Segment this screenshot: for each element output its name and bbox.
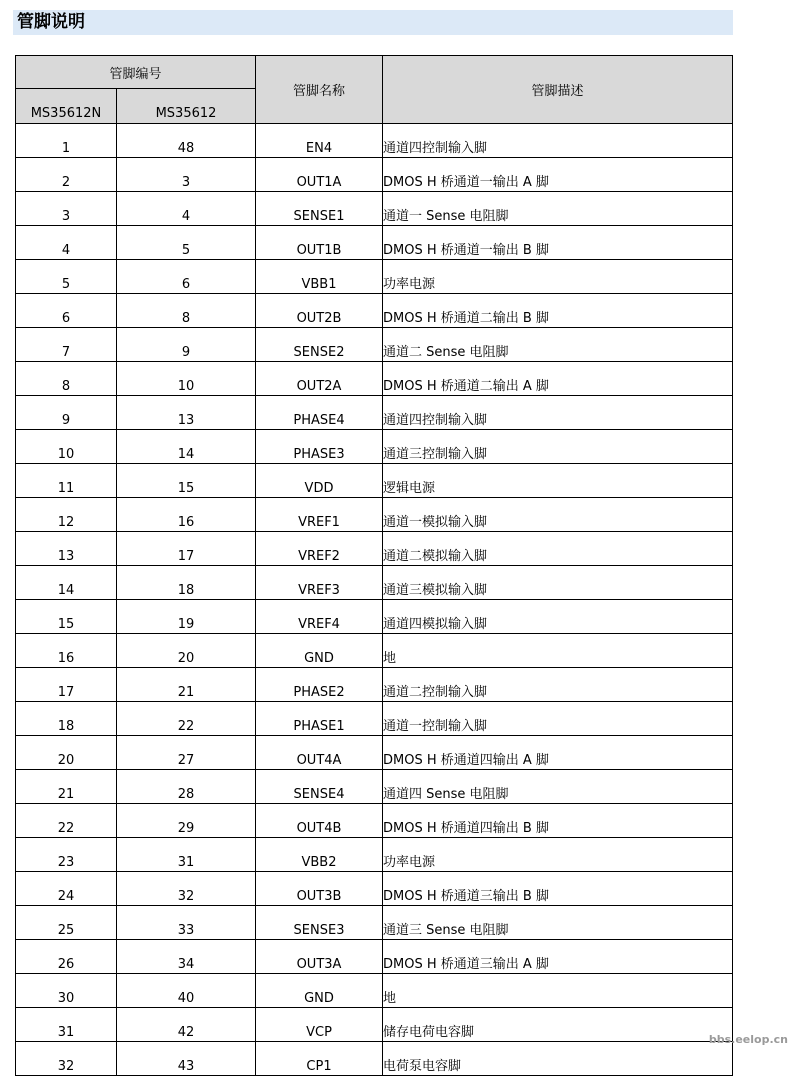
pin-name: OUT3B [256,872,383,906]
pin-description: DMOS H 桥通道二输出 A 脚 [383,362,733,396]
table-row [16,1042,733,1076]
table-row [16,362,733,396]
pin-description: 通道二模拟输入脚 [383,532,733,566]
pin-description: DMOS H 桥通道三输出 A 脚 [383,940,733,974]
table-row [16,872,733,906]
pin-number-ms35612: 32 [117,872,256,906]
pin-number-ms35612: 3 [117,158,256,192]
pin-name: OUT3A [256,940,383,974]
section-title: 管脚说明 [13,10,733,35]
pin-name: VCP [256,1008,383,1042]
pin-number-ms35612: 27 [117,736,256,770]
pin-description: 通道一控制输入脚 [383,702,733,736]
pin-name: OUT1B [256,226,383,260]
pin-description: DMOS H 桥通道三输出 B 脚 [383,872,733,906]
pin-number-ms35612: 42 [117,1008,256,1042]
header-pin-description: 管脚描述 [383,56,733,124]
table-row [16,770,733,804]
pin-description: 功率电源 [383,260,733,294]
pin-number-ms35612n: 12 [16,498,117,532]
pin-number-ms35612: 40 [117,974,256,1008]
pin-name: OUT2B [256,294,383,328]
table-row [16,702,733,736]
pin-name: VREF2 [256,532,383,566]
pin-number-ms35612n: 3 [16,192,117,226]
table-row [16,192,733,226]
pin-number-ms35612n: 30 [16,974,117,1008]
header-ms35612n: MS35612N [16,89,117,124]
pin-name: VREF3 [256,566,383,600]
pin-number-ms35612n: 32 [16,1042,117,1076]
pin-number-ms35612: 17 [117,532,256,566]
pin-description: DMOS H 桥通道一输出 A 脚 [383,158,733,192]
pin-description: 通道四控制输入脚 [383,124,733,158]
pin-number-ms35612n: 4 [16,226,117,260]
table-row [16,396,733,430]
table-row [16,430,733,464]
pin-table [15,55,733,1076]
pin-number-ms35612: 18 [117,566,256,600]
pin-description: 通道四 Sense 电阻脚 [383,770,733,804]
pin-number-ms35612n: 24 [16,872,117,906]
watermark: bbs.eelop.cn [708,1033,788,1046]
pin-number-ms35612: 10 [117,362,256,396]
pin-description: 地 [383,634,733,668]
pin-name: PHASE2 [256,668,383,702]
pin-name: CP1 [256,1042,383,1076]
pin-number-ms35612n: 15 [16,600,117,634]
pin-number-ms35612: 31 [117,838,256,872]
pin-name: SENSE4 [256,770,383,804]
pin-name: OUT2A [256,362,383,396]
table-row [16,158,733,192]
header-ms35612: MS35612 [117,89,256,124]
pin-number-ms35612n: 17 [16,668,117,702]
header-pin-name: 管脚名称 [256,56,383,124]
pin-number-ms35612n: 21 [16,770,117,804]
pin-number-ms35612: 21 [117,668,256,702]
pin-description: DMOS H 桥通道四输出 A 脚 [383,736,733,770]
pin-number-ms35612: 9 [117,328,256,362]
pin-number-ms35612n: 23 [16,838,117,872]
pin-name: GND [256,974,383,1008]
table-row [16,974,733,1008]
pin-number-ms35612: 34 [117,940,256,974]
pin-number-ms35612n: 11 [16,464,117,498]
pin-number-ms35612: 22 [117,702,256,736]
pin-name: GND [256,634,383,668]
pin-number-ms35612: 33 [117,906,256,940]
pin-number-ms35612: 13 [117,396,256,430]
header-pin-number: 管脚编号 [16,56,256,89]
pin-number-ms35612n: 10 [16,430,117,464]
pin-name: VDD [256,464,383,498]
table-row [16,260,733,294]
pin-name: OUT1A [256,158,383,192]
pin-name: EN4 [256,124,383,158]
table-row [16,838,733,872]
pin-description: 通道一 Sense 电阻脚 [383,192,733,226]
pin-number-ms35612n: 18 [16,702,117,736]
pin-number-ms35612n: 14 [16,566,117,600]
pin-number-ms35612n: 8 [16,362,117,396]
table-row [16,498,733,532]
pin-table-body [16,124,733,1076]
pin-name: OUT4A [256,736,383,770]
pin-name: PHASE1 [256,702,383,736]
pin-name: OUT4B [256,804,383,838]
table-row [16,124,733,158]
pin-description: 储存电荷电容脚 [383,1008,733,1042]
pin-number-ms35612n: 2 [16,158,117,192]
pin-number-ms35612: 43 [117,1042,256,1076]
pin-number-ms35612n: 22 [16,804,117,838]
pin-name: PHASE4 [256,396,383,430]
pin-description: DMOS H 桥通道四输出 B 脚 [383,804,733,838]
pin-number-ms35612n: 26 [16,940,117,974]
pin-description: DMOS H 桥通道二输出 B 脚 [383,294,733,328]
pin-description: 逻辑电源 [383,464,733,498]
pin-name: SENSE1 [256,192,383,226]
pin-number-ms35612: 20 [117,634,256,668]
table-row [16,804,733,838]
pin-number-ms35612: 19 [117,600,256,634]
pin-name: VBB1 [256,260,383,294]
pin-number-ms35612: 5 [117,226,256,260]
pin-number-ms35612: 14 [117,430,256,464]
pin-number-ms35612n: 20 [16,736,117,770]
table-row [16,294,733,328]
table-row [16,566,733,600]
pin-number-ms35612n: 31 [16,1008,117,1042]
pin-description: 通道四控制输入脚 [383,396,733,430]
table-row [16,906,733,940]
table-row [16,226,733,260]
pin-number-ms35612: 6 [117,260,256,294]
pin-number-ms35612n: 5 [16,260,117,294]
table-row [16,532,733,566]
pin-number-ms35612n: 25 [16,906,117,940]
pin-description: DMOS H 桥通道一输出 B 脚 [383,226,733,260]
pin-name: SENSE2 [256,328,383,362]
pin-number-ms35612: 16 [117,498,256,532]
table-row [16,634,733,668]
pin-number-ms35612: 28 [117,770,256,804]
pin-number-ms35612n: 16 [16,634,117,668]
pin-number-ms35612n: 1 [16,124,117,158]
pin-number-ms35612n: 7 [16,328,117,362]
pin-number-ms35612: 8 [117,294,256,328]
pin-description: 通道三控制输入脚 [383,430,733,464]
table-row [16,600,733,634]
pin-description: 通道四模拟输入脚 [383,600,733,634]
pin-description: 功率电源 [383,838,733,872]
table-row [16,940,733,974]
pin-number-ms35612: 29 [117,804,256,838]
pin-number-ms35612: 15 [117,464,256,498]
pin-description: 通道三模拟输入脚 [383,566,733,600]
pin-name: VREF4 [256,600,383,634]
table-row [16,464,733,498]
pin-name: SENSE3 [256,906,383,940]
pin-name: VREF1 [256,498,383,532]
table-row [16,1008,733,1042]
pin-name: VBB2 [256,838,383,872]
pin-name: PHASE3 [256,430,383,464]
pin-description: 地 [383,974,733,1008]
pin-description: 通道一模拟输入脚 [383,498,733,532]
table-row [16,736,733,770]
pin-number-ms35612: 4 [117,192,256,226]
pin-description: 电荷泵电容脚 [383,1042,733,1076]
pin-description: 通道二控制输入脚 [383,668,733,702]
pin-number-ms35612: 48 [117,124,256,158]
pin-number-ms35612n: 9 [16,396,117,430]
table-row [16,668,733,702]
table-row [16,328,733,362]
pin-description: 通道二 Sense 电阻脚 [383,328,733,362]
pin-number-ms35612n: 6 [16,294,117,328]
pin-description: 通道三 Sense 电阻脚 [383,906,733,940]
pin-number-ms35612n: 13 [16,532,117,566]
